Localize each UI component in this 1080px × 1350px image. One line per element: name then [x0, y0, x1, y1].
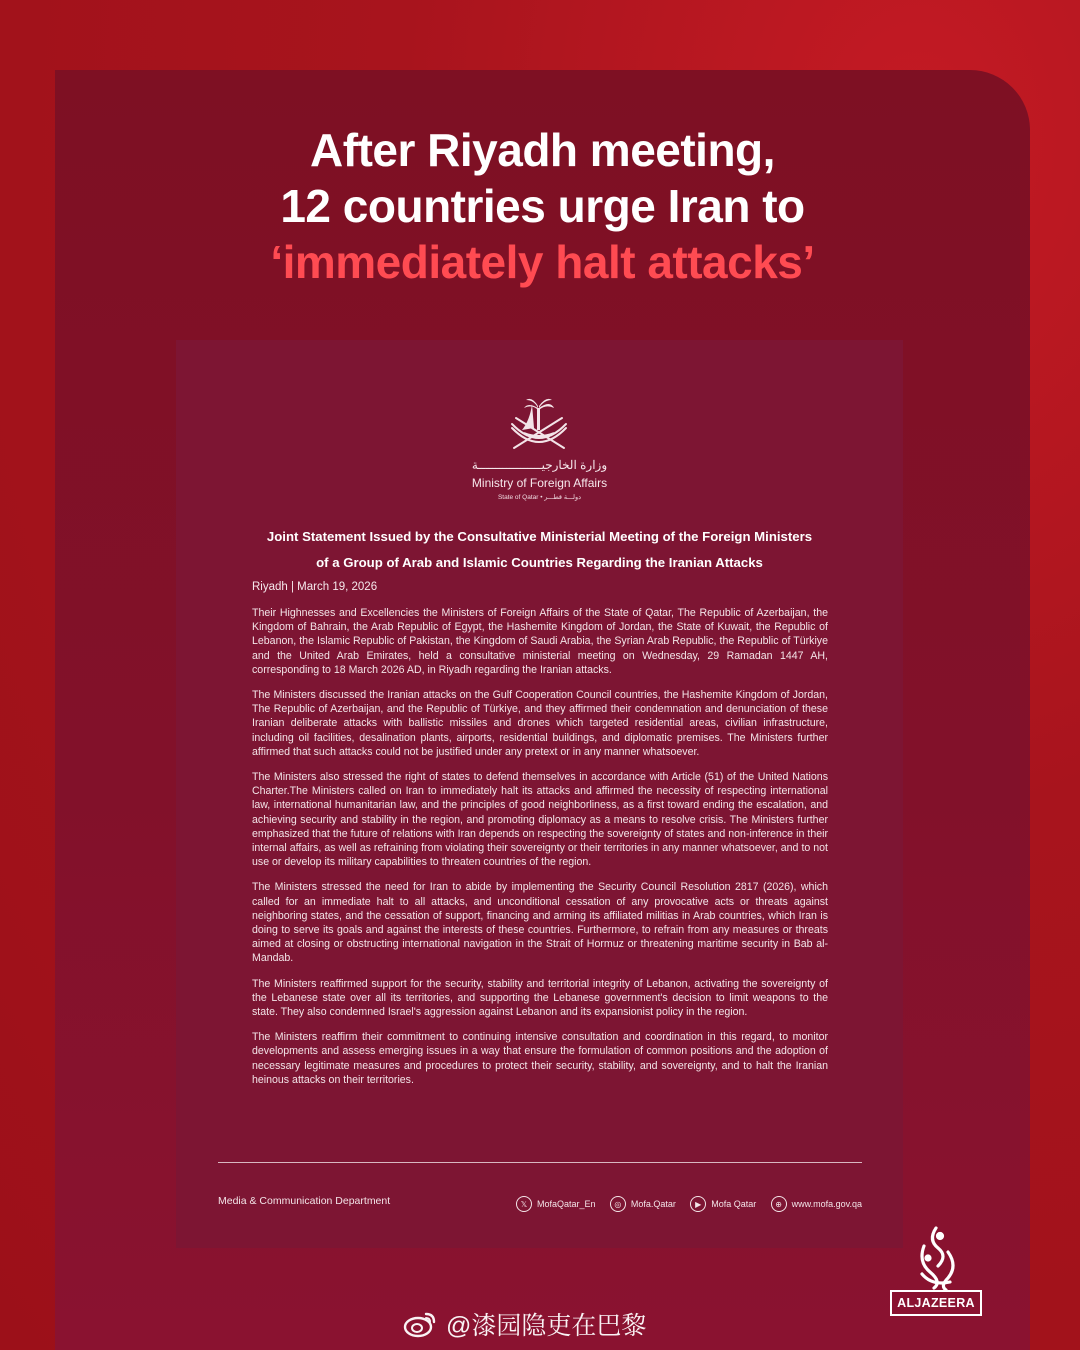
weibo-icon: [402, 1309, 438, 1339]
statement-paragraph: The Ministers discussed the Iranian attacks on the Gulf Cooperation Council countries, the Hashemite Kingdom of Jordan, The Republic of Azerbaijan, and the Republic of Türkiye, and they affirmed their condemnation and denunciation of these Iranian deliberate attacks with ballistic missiles and drones which targeted residential areas, civilian infrastructure, including oil facilities, desalination plants, airports, residential buildings, and diplomatic premises. The Ministers further affirmed that such attacks could not be justified under any pretext or in any manner whatsoever.: [252, 689, 828, 758]
ministry-name-english: Ministry of Foreign Affairs: [471, 476, 608, 490]
qatar-emblem-icon: [504, 390, 574, 462]
ministry-name-arabic: وزارة الخارجيــــــــــــــــــة: [471, 458, 608, 472]
statement-paragraph: The Ministers reaffirm their commitment to continuing intensive consultation and coordination in this regard, to monitor developments and assess emerging issues in a way that ensure the formulation of common positions and the adoption of necessary legitimate measures and procedures to protect their security, stability, and sovereignty, and to halt the Iranian heinous attacks on their territories.: [252, 1031, 828, 1086]
statement-title: [236, 524, 843, 576]
ministry-subtitle: State of Qatar • دولـــة قطـــر: [497, 494, 582, 501]
social-website-label: www.mofa.gov.qa: [791, 1199, 862, 1209]
footer-divider: [218, 1162, 862, 1163]
social-website[interactable]: [771, 1196, 862, 1212]
social-x[interactable]: [516, 1196, 596, 1212]
weibo-watermark: [402, 1306, 646, 1342]
statement-document: [176, 340, 903, 1248]
statement-paragraph: The Ministers stressed the need for Iran to abide by implementing the Security Council Resolution 2817 (2026), which called for an immediate halt to all attacks, and unconditional cessation of any provocative acts or threats against neighboring states, and the cessation of support, financing and arming its affiliated militias in Arab countries, which Iran is doing to serve its goals and against the interests of these countries. Furthermore, to refrain from any measures or threats aimed at closing or obstructing international navigation in the Strait of Hormuz or threatening maritime security in Bab al-Mandab.: [252, 881, 828, 965]
statement-date: Riyadh | March 19, 2026: [252, 581, 378, 593]
department-label: Media & Communication Department: [218, 1195, 391, 1207]
aljazeera-wordmark: ALJAZEERA: [890, 1290, 982, 1316]
social-youtube-label: Mofa Qatar: [711, 1199, 757, 1209]
statement-paragraph: The Ministers reaffirmed support for the security, stability and territorial integrity of Lebanon, activating the sovereignty of the Lebanese state over all its territories, and supporting the Lebanese government's decision to limit weapons to the state. They also condemned Israel's aggression against Lebanon and its expansionist policy in the region.: [252, 977, 828, 1019]
statement-title-line-1: Joint Statement Issued by the Consultative Ministerial Meeting of the Foreign Ministers: [266, 529, 813, 544]
headline-accent: ‘immediately halt attacks’: [270, 236, 815, 288]
social-youtube[interactable]: [690, 1196, 756, 1212]
social-links: [516, 1195, 862, 1213]
globe-icon: ⊕: [771, 1196, 787, 1212]
watermark-text: @漆园隐吏在巴黎: [446, 1312, 647, 1340]
headline-line-2: 12 countries urge Iran to: [280, 180, 805, 232]
statement-paragraph: The Ministers also stressed the right of states to defend themselves in accordance with Article (51) of the United Nations Charter.The Ministers called on Iran to immediately halt its attacks and affirmed the necessity of respecting international law, international humanitarian law, and the principles of good neighborliness, as a first toward ending the escalation, and achieving security and stability in the region, and promoting diplomacy as a means to resolve crisis. The Ministers further emphasized that the future of relations with Iran depends on respecting the sovereignty of states and non-inference in their internal affairs, as well as refraining from violating their sovereignty or their territories in any manner whatsoever, and to not use or develop its military capabilities to threaten countries of the region.: [252, 771, 828, 869]
social-x-label: MofaQatar_En: [537, 1199, 596, 1209]
statement-title-line-2: of a Group of Arab and Islamic Countries Regarding the Iranian Attacks: [316, 555, 763, 570]
statement-body: [252, 606, 828, 1098]
instagram-icon: ◎: [610, 1196, 626, 1212]
social-instagram[interactable]: [610, 1196, 676, 1212]
headline-line-1: After Riyadh meeting,: [310, 124, 775, 176]
youtube-icon: ▶: [690, 1196, 706, 1212]
headline: [55, 122, 1030, 290]
statement-paragraph: Their Highnesses and Excellencies the Ministers of Foreign Affairs of the State of Qatar, The Republic of Azerbaijan, the Kingdom of Bahrain, the Arab Republic of Egypt, the Hashemite Kingdom of Jordan, the State of Kuwait, the Republic of Lebanon, the Islamic Republic of Pakistan, the Kingdom of Saudi Arabia, the Syrian Arab Republic, the Republic of Türkiye and the United Arab Emirates, held a consultative ministerial meeting on Wednesday, 29 Ramadan 1447 AH, corresponding to 18 March 2026 AD, in Riyadh regarding the Iranian attacks.: [252, 607, 828, 676]
x-icon: 𝕏: [516, 1196, 532, 1212]
social-instagram-label: Mofa.Qatar: [630, 1199, 676, 1209]
